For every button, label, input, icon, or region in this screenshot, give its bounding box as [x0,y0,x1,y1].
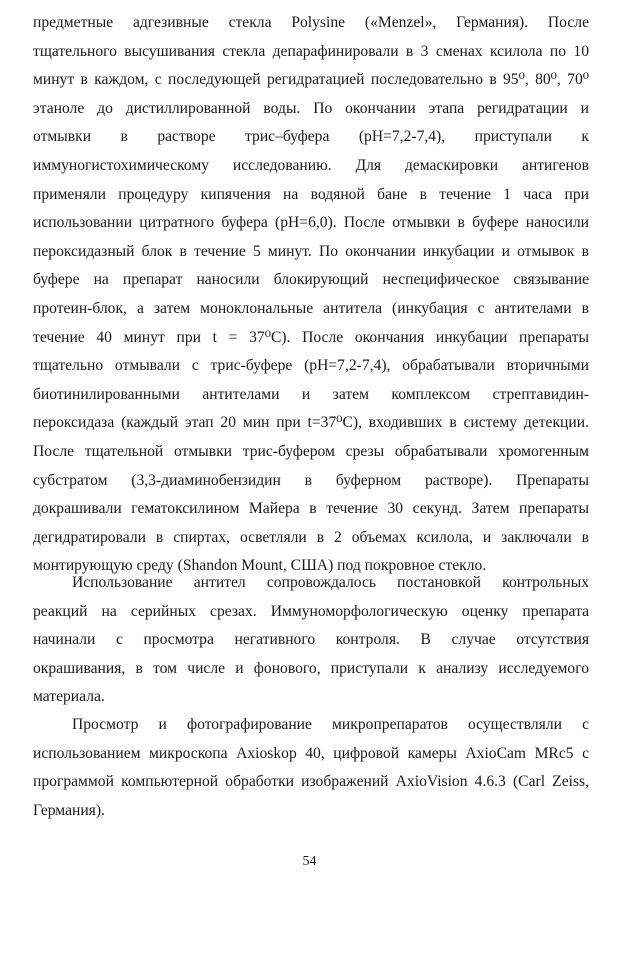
text-line: докрашивали гематоксилином Майера в течение 30 секунд. Затем препараты [33,500,589,518]
paragraph-3 [33,711,589,825]
text-line: субстратом (3,3-диаминобензидин в буферном растворе). Препараты [33,471,589,489]
text-line: После тщательной отмывки трис-буфером срезы обрабатывали хромогенным [33,442,589,460]
text-line: отмывки в растворе трис–буфера (pH=7,2-7,4), приступали к [33,128,589,146]
text-line: использовании цитратного буфера (pH=6,0). После отмывки в буфере наносили [33,214,589,232]
text-line: биотинилированными антителами и затем комплексом стрептавидин- [33,385,589,403]
text-line: предметные адгезивные стекла Polysine («Menzel», Германия). После [33,14,589,31]
text-line: тщательного высушивания стекла депарафинировали в 3 сменах ксилола по 10 [33,42,589,60]
text-line: программой компьютерной обработки изображений AxioVision 4.6.3 (Carl Zeiss, [33,773,589,791]
text-line: Использование антител сопровождалось постановкой контрольных [72,574,589,591]
text-line: окрашивания, в том числе и фонового, приступали к анализу исследуемого [33,659,589,677]
text-line: Германия). [33,801,105,819]
text-line: дегидратировали в спиртах, осветляли в 2 объемах ксилола, и заключали в [33,528,589,546]
text-line: течение 40 минут при t = 37⁰С). После окончания инкубации препараты [33,328,589,346]
text-line: начинали с просмотра негативного контроля. В случае отсутствия [33,631,589,649]
text-line: минут в каждом, с последующей регидратацией последовательно в 95⁰, 80⁰, 70⁰ [33,71,589,89]
text-line: Просмотр и фотографирование микропрепаратов осуществляли с [72,716,589,733]
text-line: этаноле до дистиллированной воды. По окончании этапа регидратации и [33,99,589,117]
text-line: пероксидазный блок в течение 5 минут. По окончании инкубации и отмывок в [33,242,589,260]
text-line: протеин-блок, а затем моноклональные антитела (инкубация с антителами в [33,299,589,317]
paragraph-1 [33,9,589,581]
text-line: использованием микроскопа Axioskop 40, цифровой камеры AxioCam MRc5 с [33,744,589,762]
text-line: буфере на препарат наносили блокирующий неспецифическое связывание [33,271,589,289]
text-line: монтирующую среду (Shandon Mount, США) под покровное стекло. [33,557,487,575]
text-line: иммуногистохимическому исследованию. Для демаскировки антигенов [33,156,589,174]
page-number: 54 [302,854,317,869]
text-line: тщательно отмывали с трис-буфере (pH=7,2-7,4), обрабатывали вторичными [33,357,589,375]
text-line: применяли процедуру кипячения на водяной бане в течение 1 часа при [33,185,589,203]
text-line: пероксидаза (каждый этап 20 мин при t=37⁰С), входивших в систему детекции. [33,414,589,432]
text-line: реакций на серийных срезах. Иммуноморфологическую оценку препарата [33,602,589,620]
text-line: материала. [33,688,105,706]
paragraph-2 [33,569,589,712]
